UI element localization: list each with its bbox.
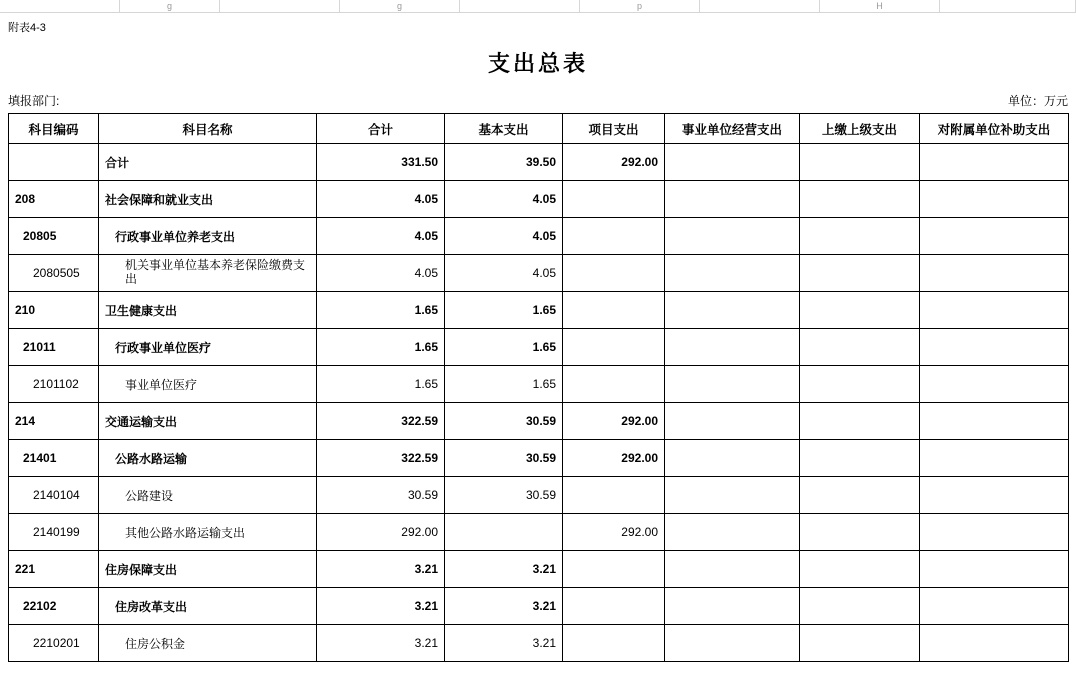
cell-basic: 30.59	[445, 403, 563, 440]
cell-total: 292.00	[317, 514, 445, 551]
cell-business	[665, 181, 800, 218]
table-row	[9, 477, 1069, 514]
spreadsheet-column-strip	[0, 0, 1076, 13]
column-strip-cell	[460, 0, 580, 13]
cell-subsidy	[920, 403, 1069, 440]
cell-total: 1.65	[317, 292, 445, 329]
cell-subsidy	[920, 255, 1069, 292]
cell-subject-name: 行政事业单位医疗	[99, 329, 317, 366]
column-strip-cell	[0, 0, 120, 13]
cell-subsidy	[920, 514, 1069, 551]
cell-project	[563, 588, 665, 625]
cell-subsidy	[920, 366, 1069, 403]
cell-basic: 4.05	[445, 181, 563, 218]
table-row	[9, 588, 1069, 625]
column-strip-cell: g	[340, 0, 460, 13]
cell-business	[665, 255, 800, 292]
cell-basic: 39.50	[445, 144, 563, 181]
cell-upper	[800, 477, 920, 514]
cell-basic: 1.65	[445, 292, 563, 329]
cell-business	[665, 218, 800, 255]
cell-upper	[800, 144, 920, 181]
cell-basic: 3.21	[445, 588, 563, 625]
cell-business	[665, 514, 800, 551]
cell-project	[563, 551, 665, 588]
cell-business	[665, 588, 800, 625]
table-header-row	[9, 114, 1069, 144]
cell-upper	[800, 551, 920, 588]
cell-basic: 3.21	[445, 625, 563, 662]
cell-project	[563, 181, 665, 218]
cell-business	[665, 403, 800, 440]
cell-code: 2080505	[9, 255, 99, 292]
cell-project: 292.00	[563, 144, 665, 181]
cell-business	[665, 625, 800, 662]
cell-code: 2140199	[9, 514, 99, 551]
cell-subsidy	[920, 588, 1069, 625]
cell-subject-name: 住房改革支出	[99, 588, 317, 625]
cell-subject-name: 机关事业单位基本养老保险缴费支出	[99, 255, 317, 292]
cell-business	[665, 477, 800, 514]
table-row	[9, 366, 1069, 403]
cell-subsidy	[920, 477, 1069, 514]
cell-business	[665, 551, 800, 588]
table-row	[9, 514, 1069, 551]
cell-total: 4.05	[317, 255, 445, 292]
department-label: 填报部门:	[8, 94, 60, 108]
column-strip-cell	[220, 0, 340, 13]
column-header-basic: 基本支出	[445, 114, 563, 144]
cell-subject-name: 事业单位医疗	[99, 366, 317, 403]
cell-code: 22102	[9, 588, 99, 625]
cell-subject-name: 住房保障支出	[99, 551, 317, 588]
column-strip-cell: g	[120, 0, 220, 13]
cell-project	[563, 218, 665, 255]
cell-total: 3.21	[317, 588, 445, 625]
table-row	[9, 551, 1069, 588]
cell-subject-name: 合计	[99, 144, 317, 181]
cell-total: 1.65	[317, 366, 445, 403]
cell-upper	[800, 255, 920, 292]
cell-subsidy	[920, 144, 1069, 181]
cell-subject-name: 行政事业单位养老支出	[99, 218, 317, 255]
cell-total: 30.59	[317, 477, 445, 514]
cell-code: 20805	[9, 218, 99, 255]
cell-total: 3.21	[317, 625, 445, 662]
form-number: 附表4-3	[8, 22, 46, 34]
cell-code: 2210201	[9, 625, 99, 662]
column-strip-cell: H	[820, 0, 940, 13]
column-header-project: 项目支出	[563, 114, 665, 144]
cell-upper	[800, 218, 920, 255]
cell-code: 221	[9, 551, 99, 588]
cell-upper	[800, 588, 920, 625]
cell-upper	[800, 440, 920, 477]
cell-business	[665, 440, 800, 477]
cell-subsidy	[920, 625, 1069, 662]
cell-total: 322.59	[317, 440, 445, 477]
column-header-code: 科目编码	[9, 114, 99, 144]
cell-basic: 30.59	[445, 477, 563, 514]
table-row	[9, 255, 1069, 292]
column-strip-cell: p	[580, 0, 700, 13]
cell-basic: 30.59	[445, 440, 563, 477]
cell-upper	[800, 625, 920, 662]
cell-code: 210	[9, 292, 99, 329]
cell-total: 4.05	[317, 218, 445, 255]
cell-total: 1.65	[317, 329, 445, 366]
cell-subsidy	[920, 181, 1069, 218]
cell-project	[563, 477, 665, 514]
cell-code: 21401	[9, 440, 99, 477]
cell-subsidy	[920, 292, 1069, 329]
cell-business	[665, 292, 800, 329]
column-header-business: 事业单位经营支出	[665, 114, 800, 144]
cell-project	[563, 366, 665, 403]
cell-subject-name: 交通运输支出	[99, 403, 317, 440]
cell-upper	[800, 514, 920, 551]
cell-subject-name: 社会保障和就业支出	[99, 181, 317, 218]
cell-subsidy	[920, 218, 1069, 255]
cell-subject-name: 其他公路水路运输支出	[99, 514, 317, 551]
cell-basic: 3.21	[445, 551, 563, 588]
cell-project	[563, 625, 665, 662]
cell-code: 214	[9, 403, 99, 440]
column-strip-cell	[700, 0, 820, 13]
cell-upper	[800, 181, 920, 218]
cell-subject-name: 公路建设	[99, 477, 317, 514]
cell-code: 2140104	[9, 477, 99, 514]
table-row	[9, 292, 1069, 329]
cell-subject-name: 卫生健康支出	[99, 292, 317, 329]
cell-project	[563, 292, 665, 329]
cell-basic: 1.65	[445, 329, 563, 366]
expenditure-table	[8, 113, 1069, 662]
cell-code	[9, 144, 99, 181]
table-row	[9, 144, 1069, 181]
table-row	[9, 218, 1069, 255]
cell-project	[563, 255, 665, 292]
cell-project: 292.00	[563, 403, 665, 440]
column-header-total: 合计	[317, 114, 445, 144]
cell-upper	[800, 329, 920, 366]
page-title: 支出总表	[487, 51, 588, 76]
document-sheet	[0, 13, 1076, 662]
cell-upper	[800, 366, 920, 403]
column-header-subsidy: 对附属单位补助支出	[920, 114, 1069, 144]
table-row	[9, 403, 1069, 440]
cell-business	[665, 144, 800, 181]
cell-subsidy	[920, 440, 1069, 477]
cell-total: 3.21	[317, 551, 445, 588]
cell-total: 4.05	[317, 181, 445, 218]
table-row	[9, 329, 1069, 366]
table-row	[9, 440, 1069, 477]
cell-total: 322.59	[317, 403, 445, 440]
cell-total: 331.50	[317, 144, 445, 181]
table-row	[9, 181, 1069, 218]
cell-upper	[800, 403, 920, 440]
column-header-name: 科目名称	[99, 114, 317, 144]
meta-row	[0, 80, 1076, 113]
cell-basic: 4.05	[445, 255, 563, 292]
cell-subject-name: 公路水路运输	[99, 440, 317, 477]
cell-code: 208	[9, 181, 99, 218]
cell-basic: 4.05	[445, 218, 563, 255]
cell-subject-name: 住房公积金	[99, 625, 317, 662]
cell-code: 21011	[9, 329, 99, 366]
cell-basic: 1.65	[445, 366, 563, 403]
cell-business	[665, 329, 800, 366]
column-header-upper: 上缴上级支出	[800, 114, 920, 144]
cell-basic	[445, 514, 563, 551]
cell-code: 2101102	[9, 366, 99, 403]
cell-business	[665, 366, 800, 403]
table-body	[9, 144, 1069, 662]
cell-project: 292.00	[563, 514, 665, 551]
table-row	[9, 625, 1069, 662]
cell-upper	[800, 292, 920, 329]
cell-project: 292.00	[563, 440, 665, 477]
cell-project	[563, 329, 665, 366]
unit-label: 单位：万元	[1007, 94, 1068, 108]
cell-subsidy	[920, 329, 1069, 366]
cell-subsidy	[920, 551, 1069, 588]
column-strip-cell	[940, 0, 1076, 13]
